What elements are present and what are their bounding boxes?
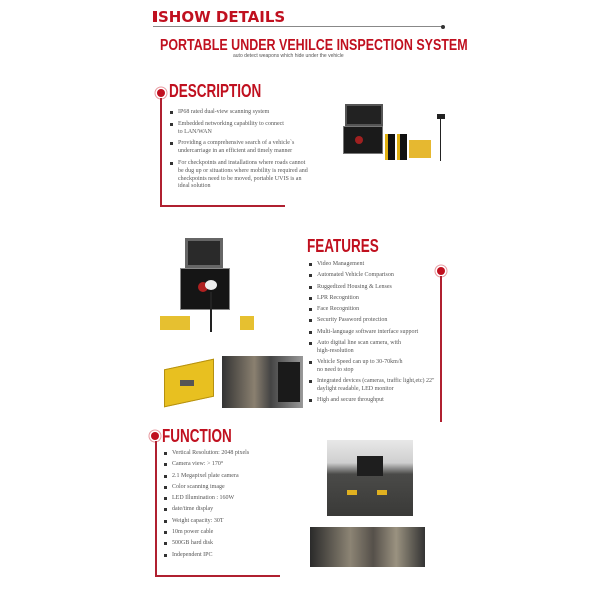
list-item: date/time display [164, 506, 284, 514]
function-underline [155, 575, 280, 577]
list-item: IP68 rated dual-view scanning system [170, 109, 305, 117]
features-list [309, 261, 437, 405]
list-item: Integrated devices (cameras, traffic light,etc) 22" daylight readable, LED monitor [309, 378, 437, 394]
list-item: 2.1 Megapixel plate camera [164, 473, 284, 481]
list-item: High and secure throughput [309, 397, 437, 405]
scanner-ramp-image [160, 356, 218, 408]
section-bar [153, 11, 157, 22]
description-marker-icon [157, 89, 165, 97]
list-item: Security Password protection [309, 317, 437, 325]
list-item: LPR Recognition [309, 295, 437, 303]
product-title: PORTABLE UNDER VEHILCE INSPECTION SYSTEM [160, 37, 468, 54]
cabinet-image [160, 238, 255, 336]
list-item: 10m power cable [164, 529, 284, 537]
list-item: Vertical Resolution: 2048 pixels [164, 450, 284, 458]
function-list [164, 450, 284, 559]
list-item: For checkpoints and installations where roads cannot be dug up or situations where mobility is required and checkpoints need to be moved, portable UVIS is an ideal solution [170, 160, 310, 191]
list-item: Independent IPC [164, 552, 284, 560]
list-item: Embedded networking capability to connect to LAN/WAN [170, 121, 285, 137]
list-item: Camera view: > 170° [164, 461, 284, 469]
list-item: LED Illumination : 160W [164, 495, 284, 503]
list-item: Color scanning image [164, 484, 284, 492]
list-item: 500GB hard disk [164, 540, 284, 548]
description-underline [160, 205, 285, 207]
list-item: Video Management [309, 261, 437, 269]
uvis-kit-image [343, 104, 451, 166]
list-item: Face Recognition [309, 306, 437, 314]
divider-end-dot [441, 25, 445, 29]
description-list [170, 109, 308, 191]
list-item: Auto digital line scan camera, with high-resolution [309, 340, 409, 356]
features-marker-icon [437, 267, 445, 275]
list-item: Weight capacity: 30T [164, 518, 284, 526]
features-heading: FEATURES [307, 236, 379, 256]
show-details-title: SHOW DETAILS [158, 8, 286, 26]
installation-photo [327, 440, 413, 516]
product-subtitle: auto detect weapons which hide under the vehicle [233, 53, 344, 59]
header-divider [153, 26, 443, 27]
features-line [440, 276, 442, 422]
list-item: Vehicle Speed can up to 30-70km/h no need to stop [309, 359, 409, 375]
list-item: Providing a comprehensive search of a vehicle`s undercarriage in an efficient and timely manner [170, 140, 310, 156]
list-item: Multi-language software interface support [309, 329, 437, 337]
undercarriage-scan-image [222, 356, 303, 408]
list-item: Ruggedized Housing & Lenses [309, 284, 437, 292]
function-line [155, 441, 157, 576]
description-heading: DESCRIPTION [169, 81, 262, 101]
description-line [160, 98, 162, 206]
function-heading: FUNCTION [162, 426, 232, 446]
list-item: Automated Vehicle Comparison [309, 272, 437, 280]
scan-result-image [310, 527, 425, 567]
function-marker-icon [151, 432, 159, 440]
